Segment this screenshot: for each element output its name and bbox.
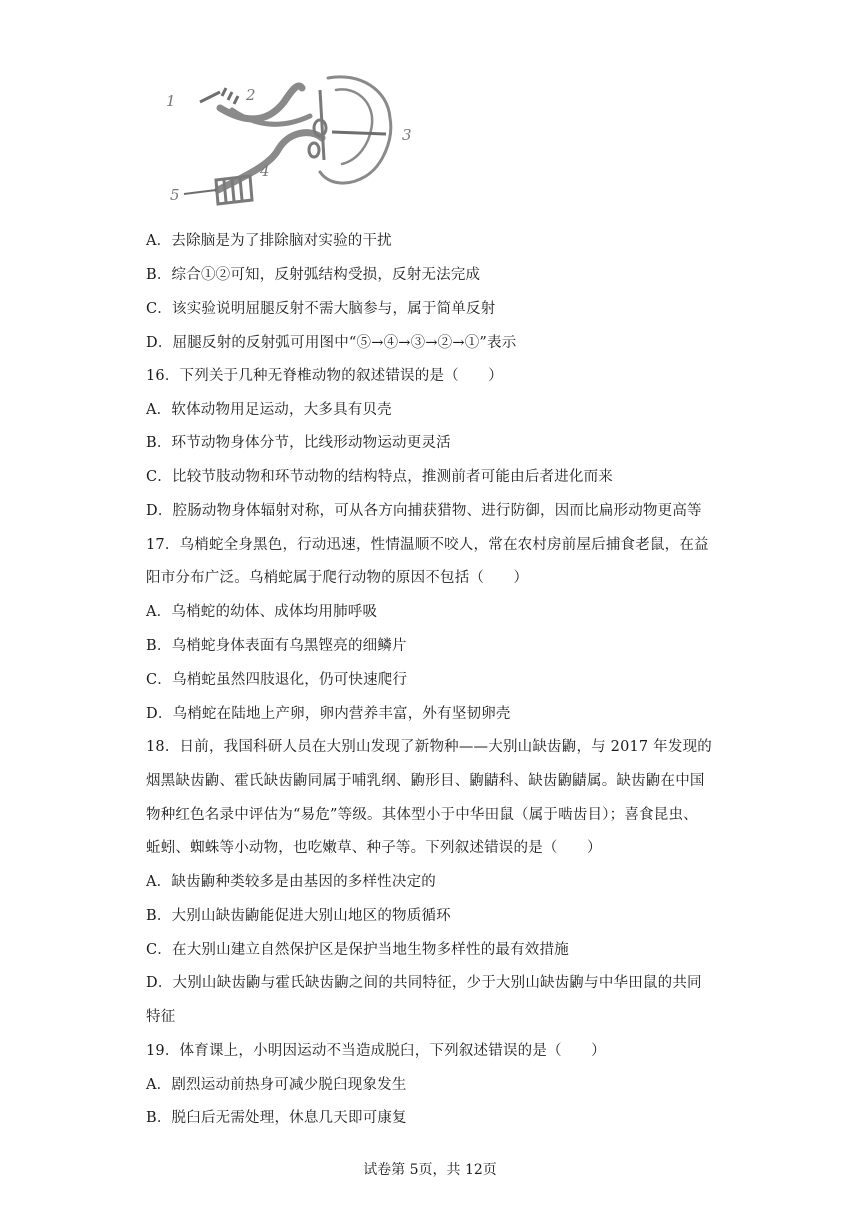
label-2: 2 bbox=[246, 86, 256, 104]
q17-stem-line-2: 阳市分布广泛。乌梢蛇属于爬行动物的原因不包括（ ） bbox=[146, 570, 529, 586]
q18-option-d-line-2: 特征 bbox=[146, 1009, 176, 1025]
q16-option-a: A．软体动物用足运动，大多具有贝壳 bbox=[146, 402, 392, 418]
q18-stem-line-2: 烟黑缺齿鼩、霍氏缺齿鼩同属于哺乳纲、鼩形目、鼩鼱科、缺齿鼩鼱属。缺齿鼩在中国 bbox=[146, 773, 705, 789]
interneuron bbox=[309, 90, 326, 160]
pointer-line-3 bbox=[332, 132, 386, 134]
q19-option-a: A．剧烈运动前热身可减少脱臼现象发生 bbox=[146, 1077, 407, 1093]
reflex-arc-diagram bbox=[160, 68, 420, 208]
q19-stem: 19．体育课上，小明因运动不当造成脱臼，下列叙述错误的是（ ） bbox=[146, 1043, 606, 1059]
label-1: 1 bbox=[166, 92, 176, 110]
afferent-nerve bbox=[220, 86, 302, 119]
q17-option-b: B．乌梢蛇身体表面有乌黑铿亮的细鳞片 bbox=[146, 638, 407, 654]
q18-option-d-line-1: D．大别山缺齿鼩与霍氏缺齿鼩之间的共同特征，少于大别山缺齿鼩与中华田鼠的共同 bbox=[146, 975, 702, 991]
q19-option-b: B．脱臼后无需处理，休息几天即可康复 bbox=[146, 1110, 407, 1126]
q17-option-d: D．乌梢蛇在陆地上产卵，卵内营养丰富，外有坚韧卵壳 bbox=[146, 706, 511, 722]
q17-stem-line-1: 17．乌梢蛇全身黑色，行动迅速，性情温顺不咬人，常在农村房前屋后捕食老鼠，在益 bbox=[146, 537, 709, 553]
q15-option-b: B．综合①②可知，反射弧结构受损，反射无法完成 bbox=[146, 267, 481, 283]
q18-stem-line-4: 蚯蚓、蜘蛛等小动物，也吃嫩草、种子等。下列叙述错误的是（ ） bbox=[146, 840, 602, 856]
q17-option-c: C．乌梢蛇虽然四肢退化，仍可快速爬行 bbox=[146, 672, 408, 688]
label-3: 3 bbox=[402, 126, 412, 144]
label-4: 4 bbox=[260, 162, 270, 180]
q16-stem: 16．下列关于几种无脊椎动物的叙述错误的是（ ） bbox=[146, 368, 503, 384]
q15-option-a: A．去除脑是为了排除脑对实验的干扰 bbox=[146, 233, 392, 249]
q17-option-a: A．乌梢蛇的幼体、成体均用肺呼吸 bbox=[146, 604, 378, 620]
label-5: 5 bbox=[170, 186, 180, 204]
q16-option-d: D．腔肠动物身体辐射对称，可从各方向捕获猎物、进行防御，因而比扁形动物更高等 bbox=[146, 503, 702, 519]
receptor-mark bbox=[200, 88, 238, 104]
q16-option-b: B．环节动物身体分节，比线形动物运动更灵活 bbox=[146, 435, 451, 451]
q18-option-b: B．大别山缺齿鼩能促进大别山地区的物质循环 bbox=[146, 908, 451, 924]
q18-stem-line-3: 物种红色名录中评估为“易危”等级。其体型小于中华田鼠（属于啮齿目）；喜食昆虫、 bbox=[146, 807, 698, 823]
pointer-line-5 bbox=[184, 190, 216, 194]
q16-option-c: C．比较节肢动物和环节动物的结构特点，推测前者可能由后者进化而来 bbox=[146, 469, 613, 485]
q15-option-d: D．屈腿反射的反射弧可用图中“⑤→④→③→②→①”表示 bbox=[146, 335, 517, 351]
q18-option-c: C．在大别山建立自然保护区是保护当地生物多样性的最有效措施 bbox=[146, 942, 569, 958]
page-footer: 试卷第 5页，共 12页 bbox=[363, 1162, 497, 1178]
q18-option-a: A．缺齿鼩种类较多是由基因的多样性决定的 bbox=[146, 874, 436, 890]
q18-stem-line-1: 18．日前，我国科研人员在大别山发现了新物种——大别山缺齿鼩，与 2017 年发现的 bbox=[146, 739, 712, 755]
q15-option-c: C．该实验说明屈腿反射不需大脑参与，属于简单反射 bbox=[146, 301, 496, 317]
